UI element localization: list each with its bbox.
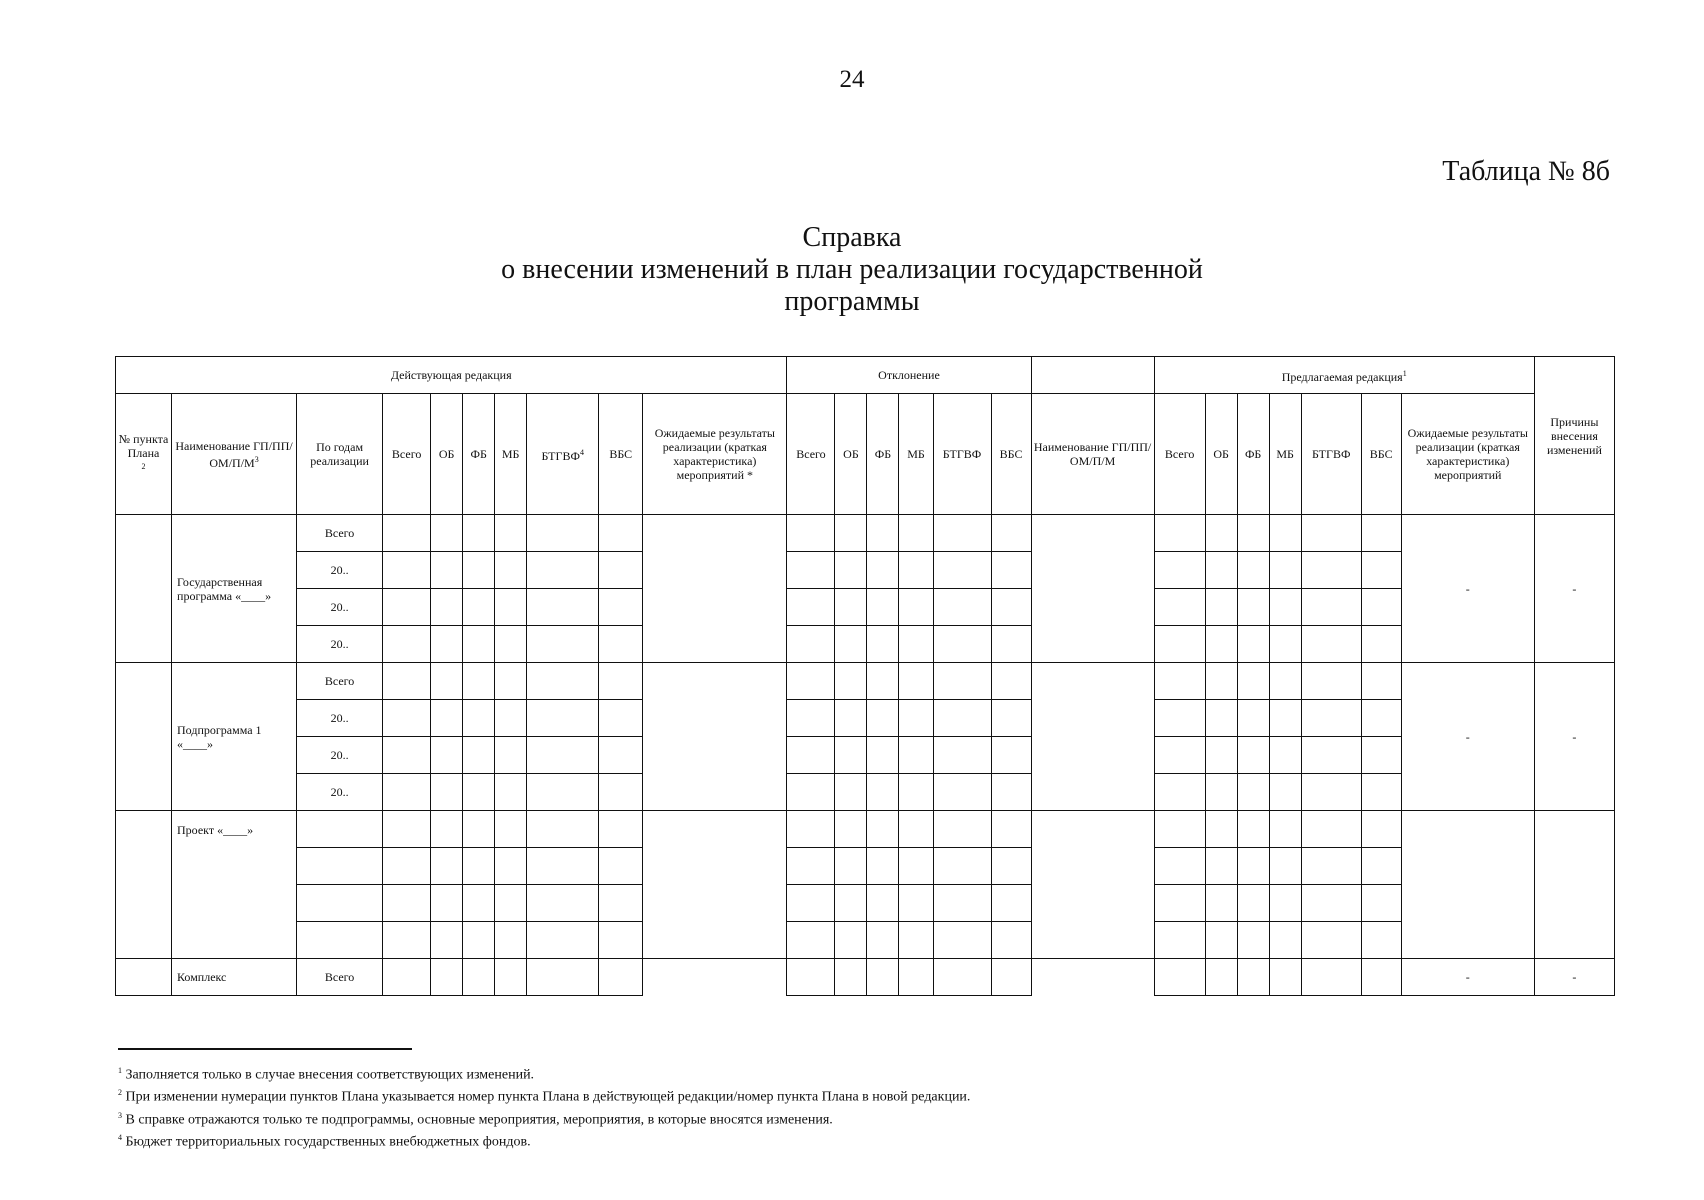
table-row (116, 774, 1615, 811)
cell-year: 20.. (297, 552, 383, 589)
footnote-1-sup: 1 (118, 1065, 122, 1075)
col-btgvf-sup: 4 (579, 447, 584, 457)
footnote-2-sup: 2 (118, 1088, 122, 1098)
cell-dash: - (1534, 959, 1614, 996)
table-row (116, 848, 1615, 885)
table-row (116, 663, 1615, 700)
col-years-label: По годам реализации (310, 440, 369, 468)
group-proposed-label: Предлагаемая редакция (1281, 369, 1403, 384)
col-reasons (1534, 357, 1614, 515)
col-name-proposed: Наименование ГП/ПП/ОМ/П/М (1031, 394, 1154, 515)
group-proposed-sup: 1 (1402, 368, 1407, 378)
footnote-4-text: Бюджет территориальных государственных внебюджетных фондов. (125, 1135, 531, 1151)
changes-table (115, 356, 1615, 996)
col-mb: МБ (495, 394, 527, 515)
footnote-1 (118, 1062, 970, 1085)
cell-year-total: Всего (297, 515, 383, 552)
group-header-empty (1031, 357, 1154, 394)
row-label-project: Проект «____» (172, 811, 297, 959)
cell-name-proposed (1031, 515, 1154, 663)
col-dev-mb: МБ (899, 394, 933, 515)
table-row (116, 737, 1615, 774)
cell-expected-proposed (1401, 811, 1534, 959)
cell-dash: - (1401, 663, 1534, 811)
cell-reasons (1534, 811, 1614, 959)
col-prop-btgvf: БТГВФ (1301, 394, 1361, 515)
title-line-3: программы (784, 286, 920, 317)
footnotes (118, 1048, 970, 1152)
col-name-sup: 3 (254, 454, 259, 464)
group-current-label: Действующая редакция (390, 368, 512, 382)
cell-expected (643, 515, 787, 663)
table-row (116, 626, 1615, 663)
footnote-divider (118, 1048, 412, 1050)
cell-dash: - (1401, 515, 1534, 663)
table-row (116, 922, 1615, 959)
col-reasons-label: Причины внесения изменений (1546, 414, 1602, 457)
footnote-4 (118, 1129, 970, 1152)
footnote-3 (118, 1107, 970, 1130)
cell-year: 20.. (297, 589, 383, 626)
col-fb: ФБ (463, 394, 495, 515)
cell-dash: - (1534, 663, 1614, 811)
cell-name-proposed (1031, 663, 1154, 811)
table-row (116, 589, 1615, 626)
col-num (116, 394, 172, 515)
row-label-complex: Комплекс (172, 959, 297, 996)
cell-expected (643, 811, 787, 959)
col-prop-vbs: ВБС (1361, 394, 1401, 515)
col-dev-fb: ФБ (867, 394, 899, 515)
footnote-4-sup: 4 (118, 1133, 122, 1143)
col-btgvf (527, 394, 599, 515)
table-row (116, 811, 1615, 848)
cell-dash: - (1534, 515, 1614, 663)
group-header-deviation (787, 357, 1031, 394)
page-number: 24 (839, 66, 865, 93)
col-vbs: ВБС (599, 394, 643, 515)
footnote-2-text: При изменении нумерации пунктов Плана указывается номер пункта Плана в действующей редакции/номер пункта Плана в новой редакции. (125, 1089, 971, 1105)
col-dev-btgvf: БТГВФ (933, 394, 991, 515)
group-header-proposed (1154, 357, 1534, 394)
cell-num (116, 811, 172, 959)
col-expected-proposed: Ожидаемые результаты реализации (краткая характеристика) мероприятий (1401, 394, 1534, 515)
table-row (116, 515, 1615, 552)
col-dev-ob: ОБ (835, 394, 867, 515)
cell-num (116, 959, 172, 996)
table-row (116, 885, 1615, 922)
col-ob: ОБ (431, 394, 463, 515)
cell-year-total: Всего (297, 959, 383, 996)
cell-expected (643, 663, 787, 811)
col-prop-mb: МБ (1269, 394, 1301, 515)
col-name-label: Наименование ГП/ПП/ОМ/П/М (175, 438, 293, 470)
cell-year: 20.. (297, 774, 383, 811)
cell-num (116, 663, 172, 811)
col-prop-fb: ФБ (1237, 394, 1269, 515)
col-num-sup: 2 (141, 461, 146, 471)
footnote-3-text: В справке отражаются только те подпрограммы, основные мероприятия, мероприятия, в которые вносятся изменения. (125, 1112, 833, 1128)
footnote-3-sup: 3 (118, 1110, 122, 1120)
col-num-label: № пункта Плана (118, 431, 169, 460)
row-label-subprogram: Подпрограмма 1 «____» (172, 663, 297, 811)
group-header-current (116, 357, 787, 394)
footnote-2 (118, 1084, 970, 1107)
col-dev-vbs: ВБС (991, 394, 1031, 515)
table-row (116, 552, 1615, 589)
row-label-state-program: Государственная программа «____» (172, 515, 297, 663)
cell-name-proposed (1031, 811, 1154, 959)
cell-year: 20.. (297, 737, 383, 774)
cell-year: 20.. (297, 700, 383, 737)
document-title (0, 222, 1704, 318)
col-prop-total: Всего (1154, 394, 1205, 515)
col-expected-current: Ожидаемые результаты реализации (краткая характеристика) мероприятий * (643, 394, 787, 515)
title-line-2: о внесении изменений в план реализации государственной (501, 254, 1203, 285)
title-line-1: Справка (802, 222, 902, 253)
col-years (297, 394, 383, 515)
table-row (116, 700, 1615, 737)
col-total: Всего (383, 394, 431, 515)
cell-year: 20.. (297, 626, 383, 663)
group-deviation-label: Отклонение (878, 368, 940, 382)
cell-num (116, 515, 172, 663)
footnote-1-text: Заполняется только в случае внесения соответствующих изменений. (125, 1067, 535, 1083)
col-dev-total: Всего (787, 394, 835, 515)
cell-dash: - (1401, 959, 1534, 996)
table-label: Таблица № 8б (1442, 156, 1610, 187)
col-prop-ob: ОБ (1205, 394, 1237, 515)
table-row (116, 959, 1615, 996)
cell-year-total: Всего (297, 663, 383, 700)
col-name (172, 394, 297, 515)
col-btgvf-label: БТГВФ (541, 448, 580, 463)
